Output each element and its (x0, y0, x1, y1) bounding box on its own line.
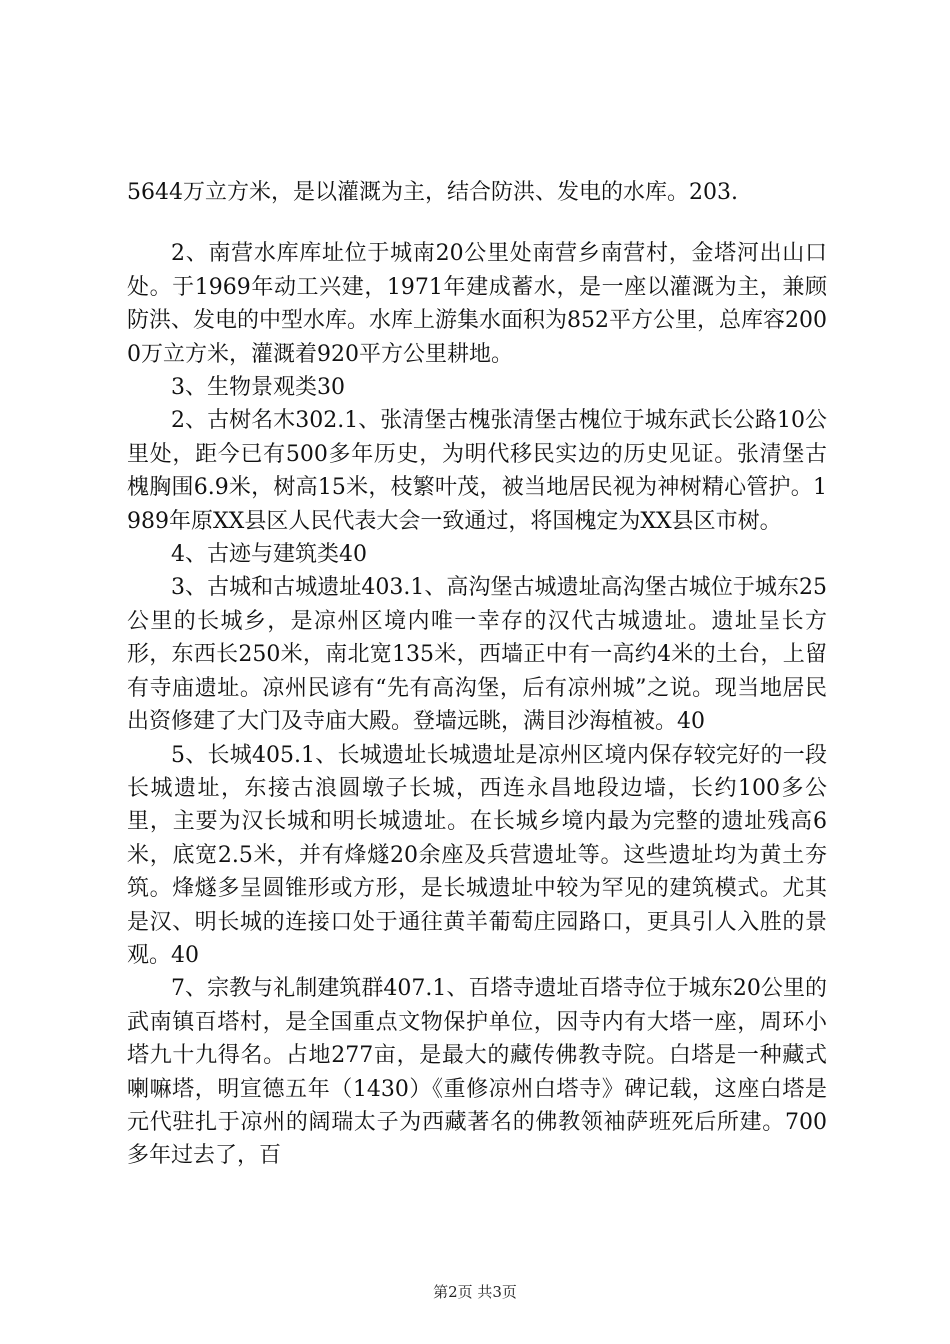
paragraph-ancient-trees: 2、古树名木302.1、张清堡古槐张清堡古槐位于城东武长公路10公里处，距今已有500多年历史，为明代移民实边的历史见证。张清堡古槐胸围6.9米，树高15米，枝繁叶茂，被当地居民视为神树精心管护。1989年原XX县区人民代表大会一致通过，将国槐定为XX县区市树。 (127, 408, 827, 534)
paragraph-great-wall: 5、长城405.1、长城遗址长城遗址是凉州区境内保存较完好的一段长城遗址，东接古浪圆墩子长城，西连永昌地段边墙，长约100多公里，主要为汉长城和明长城遗址。在长城乡境内最为完整的遗址残高6米，底宽2.5米，并有烽燧20余座及兵营遗址等。这些遗址均为黄土夯筑。烽燧多呈圆锥形或方形，是长城遗址中较为罕见的建筑模式。尤其是汉、明长城的连接口处于通往黄羊葡萄庄园路口，更具引人入胜的景观。40 (127, 742, 827, 968)
paragraph-religious-buildings: 7、宗教与礼制建筑群407.1、百塔寺遗址百塔寺位于城东20公里的武南镇百塔村，是全国重点文物保护单位，因寺内有大塔一座，周环小塔九十九得名。占地277亩，是最大的藏传佛教寺院。白塔是一种藏式喇嘛塔，明宣德五年（1430）《重修凉州白塔寺》碑记载，这座白塔是元代驻扎于凉州的阔瑞太子为西藏著名的佛教领袖萨班死后所建。700多年过去了，百 (127, 976, 827, 1169)
paragraph-gap (127, 209, 827, 237)
heading-biological-landscape: 3、生物景观类30 (171, 375, 345, 401)
paragraph-continuation: 5644万立方米，是以灌溉为主，结合防洪、发电的水库。203. (127, 180, 738, 205)
page-footer: 第2页 共3页 (433, 1283, 517, 1301)
heading-historic-sites: 4、古迹与建筑类40 (171, 542, 367, 568)
document-body (127, 176, 827, 1173)
paragraph-ancient-city: 3、古城和古城遗址403.1、高沟堡古城遗址高沟堡古城位于城东25公里的长城乡，是凉州区境内唯一幸存的汉代古城遗址。遗址呈长方形，东西长250米，南北宽135米，西墙正中有一高约4米的土台，上留有寺庙遗址。凉州民谚有“先有高沟堡，后有凉州城”之说。现当地居民出资修建了大门及寺庙大殿。登墙远眺，满目沙海植被。40 (127, 575, 827, 735)
paragraph-nanying-reservoir: 2、南营水库库址位于城南20公里处南营乡南营村，金塔河出山口处。于1969年动工兴建，1971年建成蓄水，是一座以灌溉为主，兼顾防洪、发电的中型水库。水库上游集水面积为852平方公里，总库容2000万立方米，灌溉着920平方公里耕地。 (127, 241, 827, 367)
